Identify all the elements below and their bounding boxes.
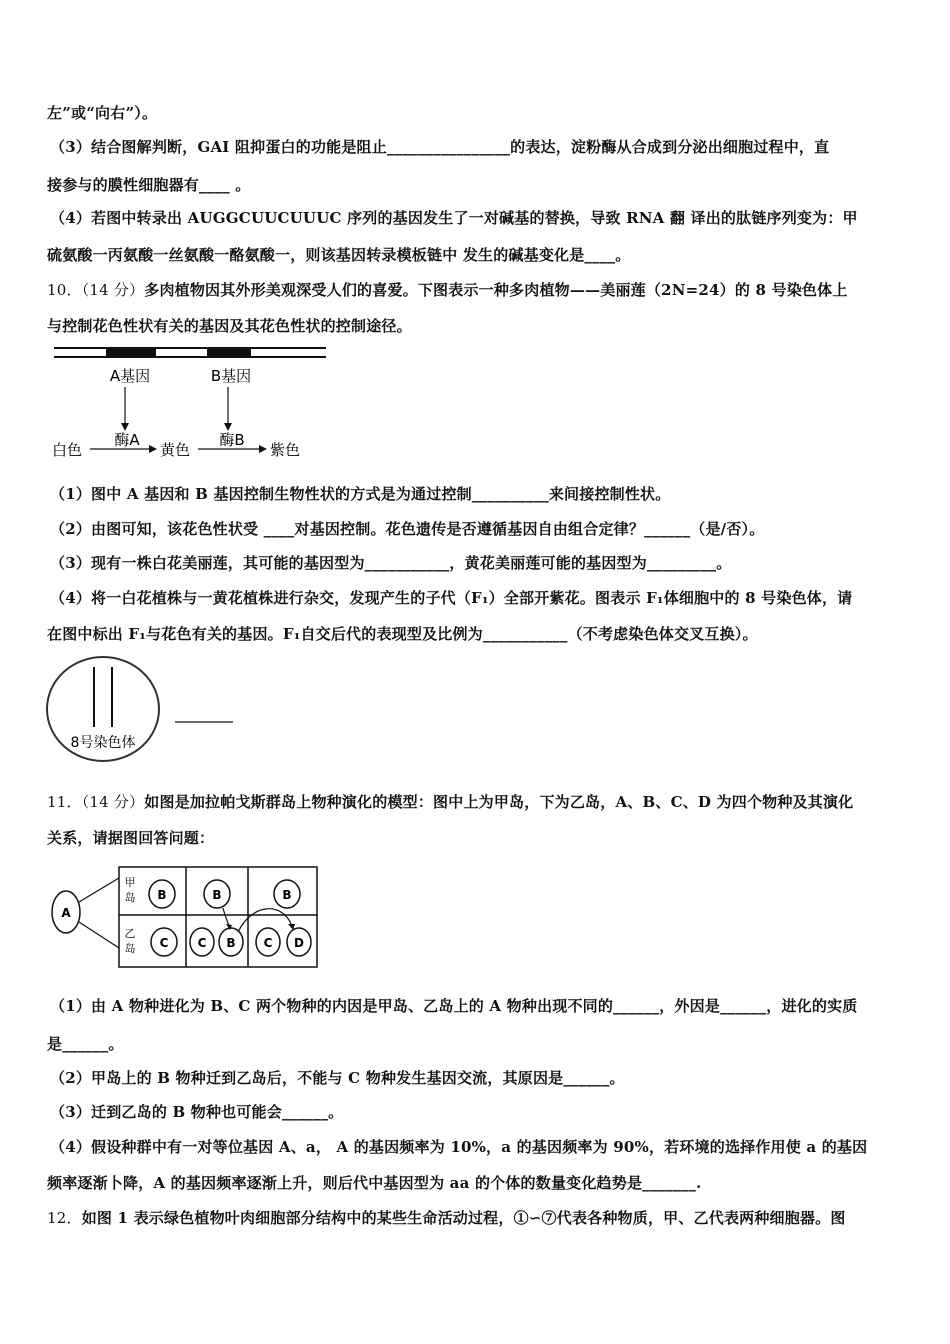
island-yi-label: 岛	[124, 942, 136, 955]
enzyme-a-label: 酶A	[114, 431, 140, 449]
island-jia-label: 岛	[124, 891, 136, 904]
text-line: 是______。	[47, 1035, 124, 1053]
island-yi-label: 乙	[124, 927, 136, 940]
text-line: 接参与的膜性细胞器有____ 。	[47, 176, 251, 194]
species-c-label: C	[197, 936, 207, 950]
question-text: 如图是加拉帕戈斯群岛上物种演化的模型：图中上为甲岛，下为乙岛，A、B、C、D 为四个物种及其演化	[144, 793, 854, 811]
text-line: （4）将一白花植株与一黄花植株进行杂交，发现产生的子代（F₁）全部开紫花。图表示 F₁体细胞中的 8 号染色体，请	[50, 589, 853, 607]
gene-pathway-figure	[50, 343, 330, 465]
question-text: 如图 1 表示绿色植物叶肉细胞部分结构中的某些生命活动过程，①∽⑦代表各种物质，甲、乙代表两种细胞器。图	[81, 1209, 846, 1227]
text-line: 硫氨酸一丙氨酸一丝氨酸一酪氨酸一，则该基因转录模板链中 发生的碱基变化是____。	[47, 246, 631, 264]
gene-a-label: A基因	[109, 367, 151, 385]
text-line: （3）现有一株白花美丽莲，其可能的基因型为___________，黄花美丽莲可能的基因型为_________。	[50, 554, 732, 572]
text-line: 关系，请据图回答问题：	[47, 829, 215, 847]
question-12-line	[47, 1207, 846, 1228]
question-score: （14 分）	[81, 793, 145, 811]
species-d-label: D	[294, 936, 304, 950]
gene-b-segment	[207, 348, 251, 357]
chromosome-label: 8号染色体	[70, 735, 136, 751]
island-species-figure	[48, 862, 323, 974]
text-line: （1）由 A 物种进化为 B、C 两个物种的内因是甲岛、乙岛上的 A 物种出现不同的______，外因是______，进化的实质	[50, 997, 858, 1015]
species-c-label: C	[159, 936, 169, 950]
question-score: （14 分）	[81, 281, 145, 299]
yellow-color-label: 黄色	[160, 441, 191, 459]
text-line: 左”或“向右”）。	[47, 104, 158, 122]
question-11-line	[47, 791, 853, 812]
species-a-label: A	[61, 906, 71, 920]
text-line: （2）由图可知，该花色性状受 ____对基因控制。花色遗传是否遵循基因自由组合定律？______（是/否）。	[50, 520, 765, 538]
text-line: （4）若图中转录出 AUGGCUUCUUUC 序列的基因发生了一对碱基的替换，导致 RNA 翻 译出的肽链序列变为：甲	[50, 209, 858, 227]
question-10-line	[47, 279, 848, 300]
text-line: （1）图中 A 基因和 B 基因控制生物性状的方式是为通过控制__________来间接控制性状。	[50, 485, 671, 503]
species-b-label: B	[212, 888, 222, 902]
species-c-label: C	[263, 936, 273, 950]
text-line: （3）迁到乙岛的 B 物种也可能会______。	[50, 1103, 344, 1121]
text-line: （3）结合图解判断，GAI 阻抑蛋白的功能是阻止________________的表达，淀粉酶从合成到分泌出细胞过程中，直	[50, 138, 830, 156]
island-jia-label: 甲	[124, 876, 136, 889]
white-color-label: 白色	[52, 441, 83, 459]
species-b-label: B	[226, 936, 236, 950]
purple-color-label: 紫色	[270, 441, 301, 459]
question-number: 11．	[47, 793, 82, 811]
question-number: 12．	[47, 1209, 82, 1227]
species-b-label: B	[157, 888, 167, 902]
question-number: 10．	[47, 281, 82, 299]
enzyme-b-label: 酶B	[219, 431, 245, 449]
text-line: （4）假设种群中有一对等位基因 A、a， A 的基因频率为 10%，a 的基因频率为 90%，若环境的选择作用使 a 的基因	[50, 1138, 868, 1156]
text-line: 与控制花色性状有关的基因及其花色性状的控制途径。	[47, 317, 412, 335]
chromosome-figure	[45, 655, 240, 765]
gene-a-segment	[106, 348, 156, 357]
gene-b-label: B基因	[210, 367, 252, 385]
text-line: 频率逐渐卜降，A 的基因频率逐渐上升，则后代中基因型为 aa 的个体的数量变化趋势是_______.	[47, 1174, 702, 1192]
text-line: 在图中标出 F₁与花色有关的基因。F₁自交后代的表现型及比例为___________（不考虑染色体交叉互换）。	[47, 625, 758, 643]
question-text: 多肉植物因其外形美观深受人们的喜爱。下图表示一种多肉植物——美丽莲（2N=24）的 8 号染色体上	[144, 281, 848, 299]
text-line: （2）甲岛上的 B 物种迁到乙岛后，不能与 C 物种发生基因交流，其原因是______。	[50, 1069, 625, 1087]
species-b-label: B	[282, 888, 292, 902]
